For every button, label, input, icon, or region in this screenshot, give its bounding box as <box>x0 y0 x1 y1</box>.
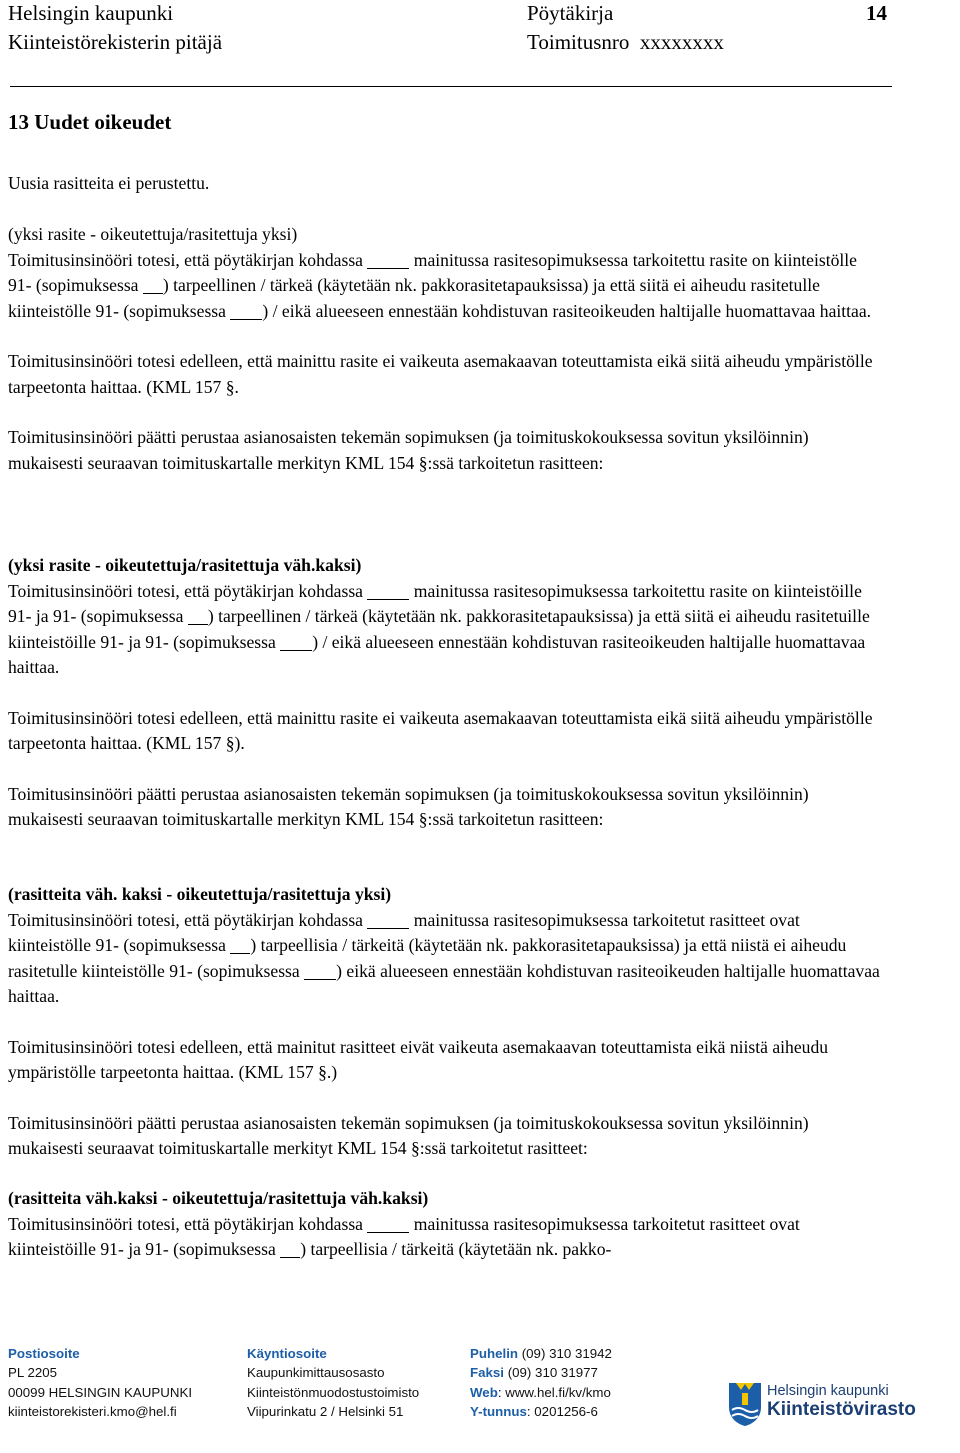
block-heading: (rasitteita väh.kaksi - oikeutettuja/rasitettuja väh.kaksi) <box>8 1188 429 1208</box>
block-paragraph: Toimitusinsinööri päätti perustaa asianosaisten tekemän sopimuksen (ja toimituskokouksessa sovitun yksilöinnin) mukaisesti seuraavan toimituskartalle merkityn KML 154 §:ssä tarkoitetun rasitteen: <box>8 427 809 473</box>
blank-field <box>367 581 409 600</box>
logo-city: Helsingin kaupunki <box>767 1383 889 1399</box>
block-paragraph: Toimitusinsinööri totesi, että pöytäkirjan kohdassa mainitussa rasitesopimuksessa tarkoitettu rasite on kiinteistölle 91- (sopimuksessa ) tarpeellinen / tärkeä (käytetään nk. pakkorasitetapauksissa) ja että siitä ei aiheudu rasitetulle kiinteistölle 91- (sopimuksessa ) / eikä alueeseen ennestään kohdistuvan rasiteoikeuden haltijalle huomattavaa haittaa. <box>8 249 872 321</box>
block-paragraph: Toimitusinsinööri totesi, että pöytäkirjan kohdassa mainitussa rasitesopimuksessa tarkoitettu rasite on kiinteistöille 91- ja 91- (sopimuksessa ) tarpeellinen / tärkeä (käytetään nk. pakkorasitetapauksissa) ja että siitä ei aiheudu rasitetuille kiinteistöille 91- ja 91- (sopimuksessa ) / eikä alueeseen ennestään kohdistuvan rasiteoikeuden haltijalle huomattavaa haittaa. <box>8 580 870 677</box>
blank-field <box>280 1239 300 1258</box>
page-number: 14 <box>866 1 887 25</box>
footer-visit: Käyntiosoite Kaupunkimittausosasto Kiinteistönmuodostustoimisto Viipurinkatu 2 / Helsinki 51 <box>247 1346 420 1419</box>
block-paragraph: Toimitusinsinööri päätti perustaa asianosaisten tekemän sopimuksen (ja toimituskokouksessa sovitun yksilöinnin) mukaisesti seuraavan toimituskartalle merkityn KML 154 §:ssä tarkoitetun rasitteen: <box>8 783 809 829</box>
blank-field <box>230 301 262 320</box>
blank-field <box>367 910 409 929</box>
intro-text: Uusia rasitteita ei perustettu. <box>8 173 210 193</box>
blank-field <box>367 1214 409 1233</box>
footer-postal: Postiosoite PL 2205 00099 HELSINGIN KAUPUNKI kiinteistorekisteri.kmo@hel.fi <box>8 1344 192 1421</box>
rasite-block-1 <box>8 222 880 476</box>
block-paragraph: Toimitusinsinööri totesi edelleen, että mainittu rasite ei vaikeuta asemakaavan toteuttamista eikä siitä aiheudu ympäristölle tarpeetonta haittaa. (KML 157 §. <box>8 351 873 397</box>
block-heading: (yksi rasite - oikeutettuja/rasitettuja yksi) <box>8 224 298 244</box>
footer-visit-title: Käyntiosoite <box>247 1346 327 1361</box>
helsinki-logo <box>725 1375 955 1435</box>
logo-agency: Kiinteistövirasto <box>767 1399 916 1420</box>
header-city: Helsingin kaupunki <box>8 1 174 25</box>
footer-email-link[interactable]: kiinteistorekisteri.kmo@hel.fi <box>8 1403 177 1419</box>
header-rule <box>10 86 892 87</box>
helsinki-crest-icon <box>727 1381 763 1427</box>
blank-field <box>280 632 312 651</box>
footer-postal-title: Postiosoite <box>8 1346 80 1361</box>
block-paragraph: Toimitusinsinööri totesi edelleen, että mainittu rasite ei vaikeuta asemakaavan toteuttamista eikä siitä aiheudu ympäristölle tarpeetonta haittaa. (KML 157 §). <box>8 707 873 753</box>
block-paragraph: Toimitusinsinööri totesi, että pöytäkirjan kohdassa mainitussa rasitesopimuksessa tarkoitetut rasitteet ovat kiinteistöille 91- ja 91- (sopimuksessa ) tarpeellisia / tärkeitä (käytetään nk. pakko- <box>8 1213 800 1259</box>
block-paragraph: Toimitusinsinööri totesi edelleen, että mainitut rasitteet eivät vaikeuta asemakaavan toteuttamista eikä niistä aiheudu ympäristölle tarpeetonta haittaa. (KML 157 §.) <box>8 1036 829 1082</box>
header-case-number: Toimitusnro xxxxxxxx <box>527 30 724 54</box>
blank-field <box>143 275 163 294</box>
block-heading: (rasitteita väh. kaksi - oikeutettuja/rasitettuja yksi) <box>8 884 392 904</box>
block-paragraph: Toimitusinsinööri totesi, että pöytäkirjan kohdassa mainitussa rasitesopimuksessa tarkoitetut rasitteet ovat kiinteistölle 91- (sopimuksessa ) tarpeellisia / tärkeitä (käytetään nk. pakkorasitetapauksissa) ja että niistä ei aiheudu rasitetulle kiinteistölle 91- (sopimuksessa ) eikä alueeseen ennestään kohdistuvan rasiteoikeuden haltijalle huomattavaa haittaa. <box>8 909 880 1006</box>
header-role: Kiinteistörekisterin pitäjä <box>8 30 223 54</box>
section-title: 13 Uudet oikeudet <box>8 110 172 134</box>
blank-field <box>230 935 250 954</box>
blank-field <box>304 961 336 980</box>
footer-web-link[interactable]: : www.hel.fi/kv/kmo <box>497 1384 611 1400</box>
rasite-block-2 <box>8 553 880 833</box>
rasite-block-4 <box>8 1186 880 1263</box>
blank-field <box>188 606 208 625</box>
block-paragraph: Toimitusinsinööri päätti perustaa asianosaisten tekemän sopimuksen (ja toimituskokouksessa sovitun yksilöinnin) mukaisesti seuraavat toimituskartalle merkityt KML 154 §:ssä tarkoitetut rasitteet: <box>8 1112 809 1158</box>
rasite-block-3 <box>8 882 880 1162</box>
header-doc-type: Pöytäkirja <box>527 1 614 25</box>
blank-field <box>367 250 409 269</box>
footer-contact: Puhelin (09) 310 31942 Faksi (09) 310 31977 Web: www.hel.fi/kv/kmo Y-tunnus: 0201256-6 <box>470 1346 612 1419</box>
block-heading: (yksi rasite - oikeutettuja/rasitettuja väh.kaksi) <box>8 555 362 575</box>
